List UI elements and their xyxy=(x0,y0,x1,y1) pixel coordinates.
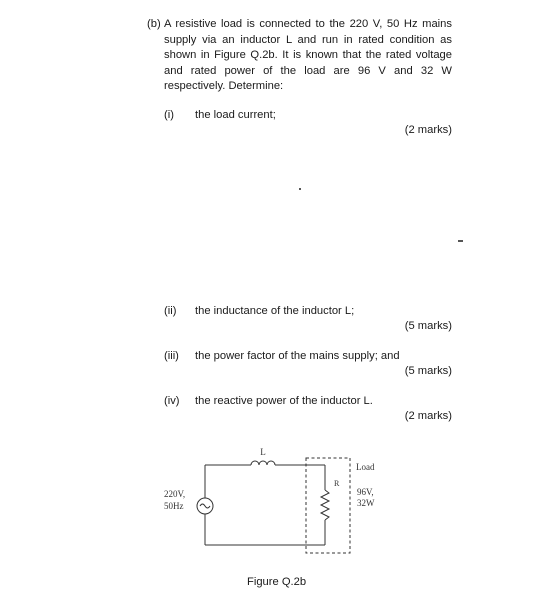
part-ii-number: (ii) xyxy=(164,305,177,317)
resistor-label: R xyxy=(334,479,340,488)
part-i-number: (i) xyxy=(164,109,174,121)
source-frequency-label: 50Hz xyxy=(164,501,184,511)
part-iv-marks: (2 marks) xyxy=(404,410,452,422)
part-iv-text: the reactive power of the inductor L. xyxy=(195,395,373,407)
load-boundary-box xyxy=(306,458,350,553)
part-iii-number: (iii) xyxy=(164,350,179,362)
load-rating-power: 32W xyxy=(357,498,375,508)
part-i-text: the load current; xyxy=(195,109,276,121)
source-voltage-label: 220V, xyxy=(164,489,186,499)
resistor-zigzag xyxy=(321,490,329,520)
part-iii-marks: (5 marks) xyxy=(404,365,452,377)
figure-caption: Figure Q.2b xyxy=(247,576,307,588)
part-iii-text: the power factor of the mains supply; and xyxy=(195,350,400,362)
load-rating-voltage: 96V, xyxy=(357,487,374,497)
part-i-marks: (2 marks) xyxy=(404,124,452,136)
question-text: A resistive load is connected to the 220 V, 50 Hz mains supply via an inductor L and run in rated condition as shown in Figure Q.2b. It is known that the rated voltage and rated power of the load are 96 V and 32 W respectively. Determine: xyxy=(164,18,452,92)
part-iv-number: (iv) xyxy=(164,395,180,407)
part-ii-text: the inductance of the inductor L; xyxy=(195,305,355,317)
part-ii-marks: (5 marks) xyxy=(404,320,452,332)
load-label: Load xyxy=(356,462,375,472)
inductor-label: L xyxy=(260,447,266,457)
inductor-coil xyxy=(251,461,275,465)
question-label: (b) xyxy=(147,18,161,30)
ac-wave-symbol xyxy=(200,504,210,508)
